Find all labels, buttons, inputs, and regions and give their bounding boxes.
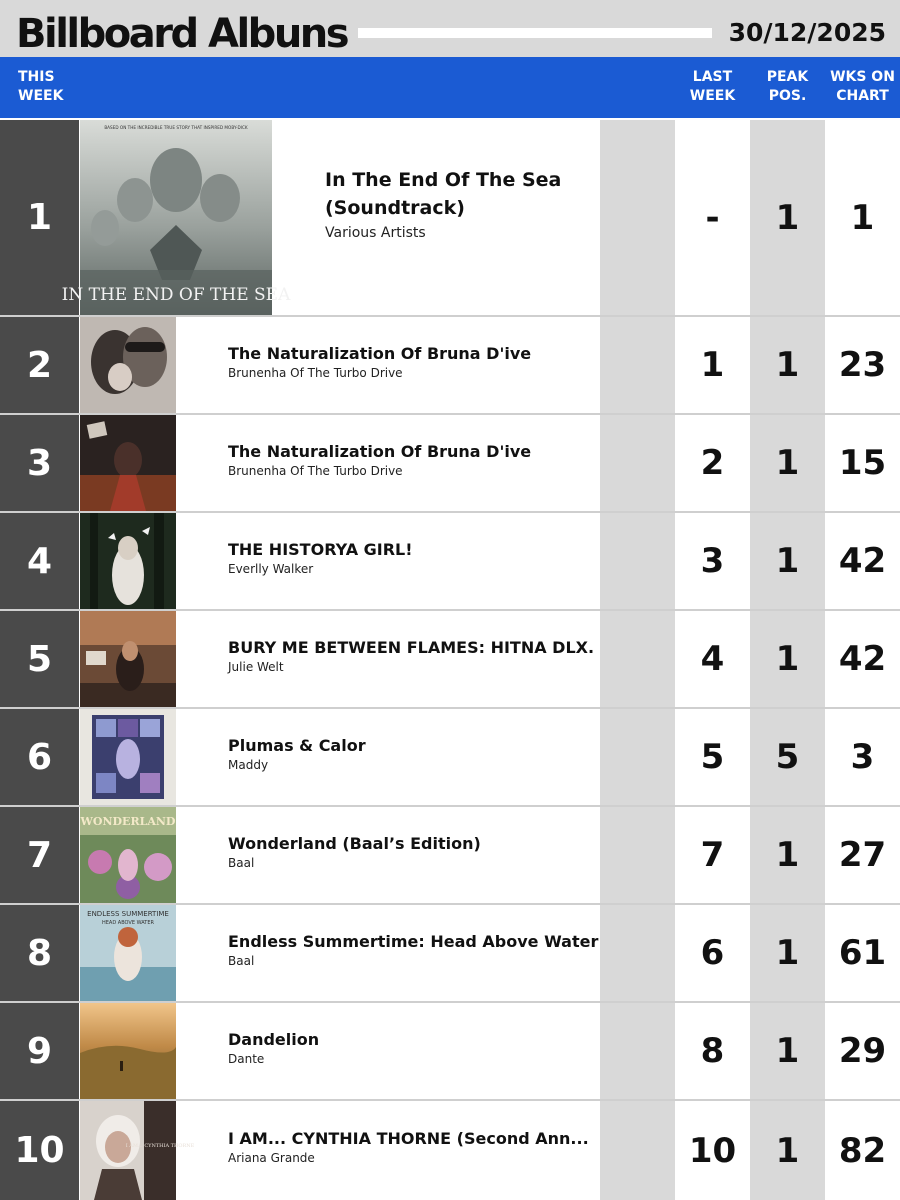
album-artist: Julie Welt: [228, 660, 284, 674]
album-artist: Brunenha Of The Turbo Drive: [228, 464, 403, 478]
peak-value: 1: [775, 933, 800, 973]
weeks-value: 27: [838, 835, 887, 875]
album-title: In The End Of The Sea: [325, 169, 562, 191]
cover-title: I AM... CYNTHIA THORNE: [125, 1143, 195, 1149]
rank-number: 9: [26, 1030, 53, 1072]
chart-row[interactable]: [0, 905, 900, 1001]
rank-number: 2: [26, 344, 53, 386]
weeks-value: 29: [838, 1031, 887, 1071]
album-artist: Brunenha Of The Turbo Drive: [228, 366, 403, 380]
chart-row[interactable]: [0, 1003, 900, 1099]
peak-value: 1: [775, 639, 800, 679]
album-title: The Naturalization Of Bruna D'ive: [228, 344, 532, 363]
weeks-value: 15: [838, 443, 887, 483]
column-peak-position: PEAK POS.: [766, 69, 809, 104]
chart-row[interactable]: [0, 709, 900, 805]
album-cover: [80, 1101, 195, 1200]
chart-date: 30/12/2025: [728, 18, 886, 47]
album-cover: [80, 513, 176, 609]
weeks-value: 3: [850, 737, 875, 777]
album-artist: Maddy: [228, 758, 269, 772]
album-info: [228, 931, 598, 970]
last-week-value: -: [705, 197, 720, 238]
album-cover: [61, 120, 291, 315]
album-cover: [80, 807, 176, 903]
header-bar: [0, 0, 900, 57]
weeks-value: 61: [838, 933, 887, 973]
album-artist: Various Artists: [325, 225, 426, 241]
rank-number: 3: [26, 442, 53, 484]
page-title: Billboard Albuns: [16, 11, 348, 57]
album-title: Wonderland (Baal’s Edition): [228, 834, 481, 853]
column-header-band: [0, 57, 900, 118]
chart-row[interactable]: [0, 611, 900, 707]
peak-value: 1: [775, 541, 800, 581]
album-title: I AM... CYNTHIA THORNE (Second Ann...: [228, 1129, 589, 1148]
album-artist: Baal: [228, 954, 255, 968]
rank-number: 10: [14, 1130, 65, 1171]
column-weeks-on-chart: WKS ON CHART: [830, 69, 895, 104]
chart-row[interactable]: [0, 317, 900, 413]
cover-subtitle: HEAD ABOVE WATER: [102, 920, 154, 926]
weeks-value: 82: [838, 1130, 887, 1171]
album-info: [228, 343, 531, 382]
album-cover: [80, 317, 176, 413]
album-cover: [80, 905, 176, 1001]
album-title: Dandelion: [228, 1030, 320, 1049]
peak-value: 5: [775, 737, 800, 777]
cover-title: WONDERLAND: [80, 815, 176, 828]
peak-value: 1: [775, 1130, 800, 1171]
weeks-value: 42: [838, 639, 887, 679]
album-cover: [80, 709, 176, 805]
album-artist: Everlly Walker: [228, 562, 314, 576]
column-last-week: LAST WEEK: [689, 69, 736, 104]
album-info: [228, 539, 413, 578]
chart-row[interactable]: [0, 807, 900, 903]
peak-value: 1: [775, 1031, 800, 1071]
chart-row[interactable]: [0, 415, 900, 511]
rank-number: 6: [26, 736, 53, 778]
album-title: BURY ME BETWEEN FLAMES: HITNA DLX.: [228, 638, 595, 657]
album-info: [325, 166, 561, 244]
peak-value: 1: [775, 443, 800, 483]
last-week-value: 3: [700, 541, 725, 581]
album-cover: [80, 415, 176, 511]
last-week-value: 7: [700, 835, 725, 875]
album-info: [228, 833, 481, 872]
chart-row[interactable]: [0, 513, 900, 609]
album-title: Plumas & Calor: [228, 736, 366, 755]
weeks-value: 1: [850, 197, 875, 238]
album-cover: [80, 611, 176, 707]
rank-number: 8: [26, 932, 53, 974]
album-info: [228, 637, 594, 676]
last-week-value: 6: [700, 933, 725, 973]
last-week-value: 10: [688, 1130, 737, 1171]
rank-number: 4: [26, 540, 53, 582]
album-info: [228, 735, 366, 774]
last-week-value: 8: [700, 1031, 725, 1071]
peak-value: 1: [775, 835, 800, 875]
album-info: [228, 1128, 589, 1167]
last-week-value: 2: [700, 443, 725, 483]
album-title: Endless Summertime: Head Above Water: [228, 932, 599, 951]
rank-number: 1: [26, 197, 53, 238]
rank-number: 7: [26, 834, 53, 876]
last-week-value: 1: [700, 345, 725, 385]
last-week-value: 4: [700, 639, 725, 679]
header-rule: [358, 28, 712, 38]
album-info: [228, 441, 531, 480]
weeks-value: 23: [838, 345, 887, 385]
peak-value: 1: [775, 345, 800, 385]
rank-number: 5: [26, 638, 53, 680]
album-title: THE HISTORYA GIRL!: [228, 540, 413, 559]
album-title: The Naturalization Of Bruna D'ive: [228, 442, 532, 461]
column-this-week: THIS WEEK: [18, 69, 64, 104]
cover-tagline: BASED ON THE INCREDIBLE TRUE STORY THAT INSPIRED MOBY-DICK: [104, 125, 248, 130]
album-cover: [80, 1003, 176, 1099]
album-title-line2: (Soundtrack): [325, 197, 465, 219]
album-info: [228, 1029, 319, 1068]
album-artist: Ariana Grande: [228, 1151, 315, 1165]
chart-row[interactable]: [0, 1101, 900, 1200]
last-week-value: 5: [700, 737, 725, 777]
album-artist: Dante: [228, 1052, 265, 1066]
chart-row[interactable]: [0, 120, 900, 315]
cover-title: ENDLESS SUMMERTIME: [87, 910, 169, 918]
weeks-value: 42: [838, 541, 887, 581]
peak-value: 1: [775, 197, 800, 238]
album-artist: Baal: [228, 856, 255, 870]
cover-title: IN THE END OF THE SEA: [61, 285, 291, 305]
